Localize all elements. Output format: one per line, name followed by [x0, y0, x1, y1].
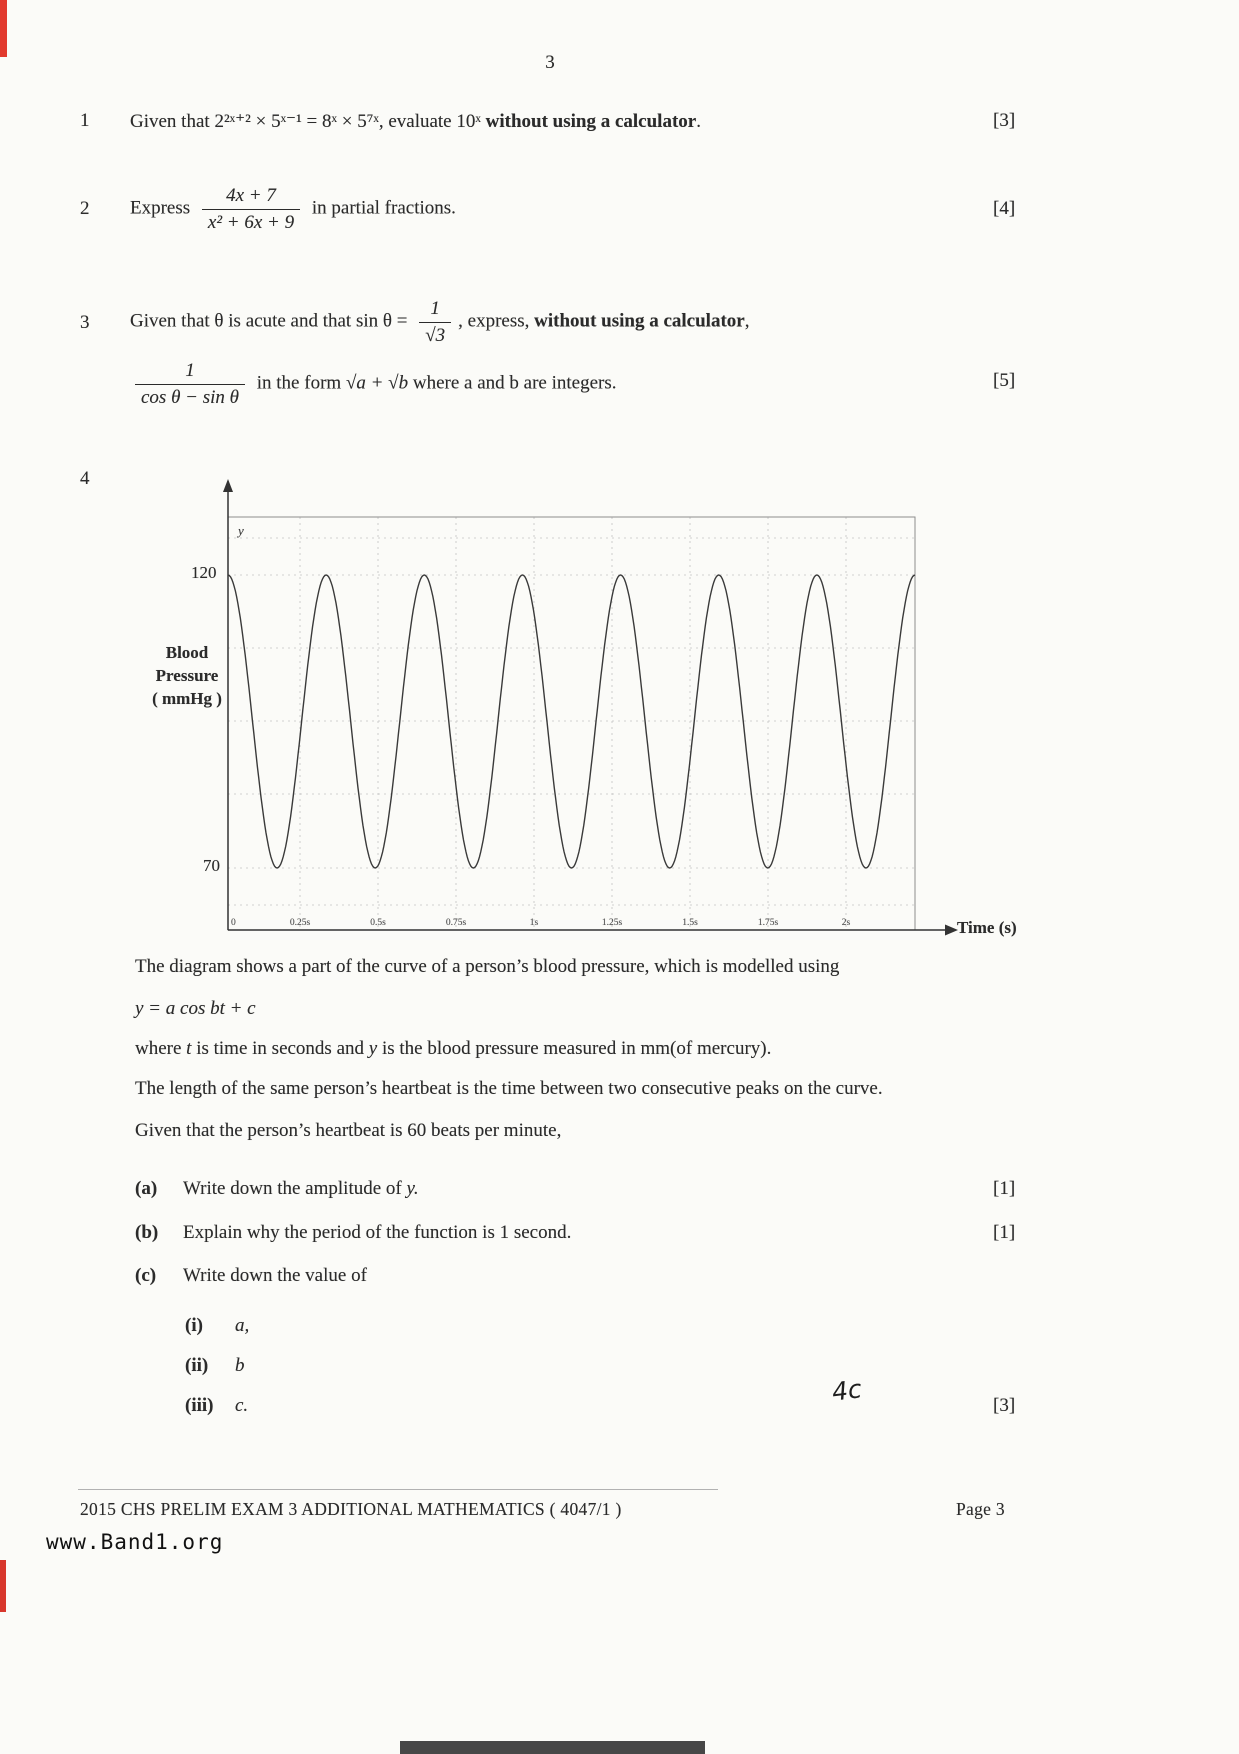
q3-number: 3: [80, 312, 90, 333]
x-tick-0: 0.25s: [289, 918, 311, 928]
handwritten-annotation: 4c: [830, 1374, 864, 1407]
q4-para3: The length of the same person’s heartbeat is the time between two consecutive peaks on the curve.: [135, 1078, 883, 1099]
x-tick-labels: [290, 918, 851, 928]
q3-line1-end: ,: [744, 310, 750, 332]
q4-para2-s2: is time in seconds and: [191, 1038, 369, 1059]
q3-line2-end: where a and b are integers.: [412, 372, 617, 394]
x-tick-7: 2s: [841, 918, 851, 928]
q3-line2-mid: in the form: [256, 372, 342, 394]
origin-label: 0: [231, 918, 236, 928]
footer-page: Page 3: [956, 1499, 1005, 1519]
blood-pressure-chart: [205, 478, 1015, 963]
q2-fraction-denominator: x² + 6x + 9: [207, 211, 295, 233]
x-tick-3: 1s: [529, 918, 539, 928]
q1-end: .: [696, 111, 701, 132]
scan-artifact-bar: [400, 1741, 705, 1754]
q3-surd-form: √a + √b: [345, 372, 409, 394]
q1-number: 1: [80, 110, 90, 131]
q3-fraction2: [135, 360, 245, 409]
x-tick-2: 0.75s: [445, 918, 467, 928]
q4a-label: (a): [135, 1178, 158, 1199]
y-axis-arrow-icon: [223, 479, 233, 492]
q4-para2-s3: y: [368, 1038, 378, 1059]
q4c-i-label: (i): [185, 1315, 203, 1336]
x-tick-6: 1.75s: [757, 918, 779, 928]
q1-before: Given that: [130, 111, 210, 132]
q4a-text-body: Write down the amplitude of: [183, 1178, 407, 1199]
q4-para2-s0: where: [135, 1038, 187, 1059]
scan-artifact-red-bottom: [0, 1560, 6, 1612]
q3-fraction1-denominator: √3: [425, 324, 446, 346]
q1-bold: without using a calculator: [480, 111, 697, 132]
q3-fraction2-denominator: cos θ − sin θ: [141, 386, 239, 408]
q2-fraction-numerator: 4x + 7: [202, 185, 300, 210]
q3-fraction2-numerator: 1: [135, 360, 245, 385]
q3-line1: [130, 298, 980, 347]
q4c-ii-var: b: [235, 1355, 245, 1376]
q4-number: 4: [80, 468, 90, 489]
q4-para2: [135, 1038, 1095, 1060]
watermark-url: www.Band1.org: [46, 1530, 224, 1554]
y-var-label: y: [238, 523, 244, 538]
q4c-label: (c): [135, 1265, 157, 1286]
q3-line2: [135, 360, 985, 409]
q3-line1-bold: without using a calculator: [529, 310, 745, 332]
q1-marks: [3]: [993, 110, 1016, 131]
q4b-text: Explain why the period of the function is 1 second.: [183, 1222, 572, 1243]
q1-equation: 2²ˣ⁺² × 5ˣ⁻¹ = 8ˣ × 5⁷ˣ: [214, 111, 379, 132]
q2-number: 2: [80, 198, 90, 219]
q4-para4: Given that the person’s heartbeat is 60 beats per minute,: [135, 1120, 562, 1141]
q4c-ii-label: (ii): [185, 1355, 209, 1376]
y-tick-70: 70: [203, 856, 220, 875]
q1-text: [130, 110, 980, 133]
footer-rule: [78, 1489, 718, 1490]
q3-fraction1-numerator: 1: [419, 298, 451, 323]
q3-marks: [5]: [993, 370, 1016, 391]
footer-left: 2015 CHS PRELIM EXAM 3 ADDITIONAL MATHEMATICS ( 4047/1 ): [80, 1499, 622, 1519]
q4-para2-s4: is the blood pressure measured in mm(of mercury).: [377, 1038, 772, 1059]
q4a-var: y.: [406, 1178, 419, 1199]
q4c-iii-var: c.: [235, 1395, 249, 1416]
q2-after: in partial fractions.: [311, 197, 456, 219]
page-number: 3: [545, 52, 555, 73]
q4-model-equation: y = a cos bt + c: [135, 998, 256, 1019]
q2-fraction: [202, 185, 300, 234]
x-tick-5: 1.5s: [682, 918, 698, 928]
q4a-text: [183, 1178, 419, 1200]
q2-text: [130, 185, 980, 234]
q4c-marks: [3]: [993, 1395, 1016, 1416]
x-tick-4: 1.25s: [601, 918, 623, 928]
q4c-iii-label: (iii): [185, 1395, 214, 1416]
q4b-label: (b): [135, 1222, 159, 1243]
x-tick-1: 0.5s: [370, 918, 386, 928]
x-axis-title: Time (s): [957, 918, 1017, 937]
q4b-marks: [1]: [993, 1222, 1016, 1243]
q4-para2-s1: t: [186, 1038, 192, 1059]
q1-mid: , evaluate 10ˣ: [378, 111, 481, 132]
q3-line1-before: Given that θ is acute and that sin θ =: [130, 310, 408, 332]
y-axis-title-line2: Pressure: [155, 666, 219, 685]
q4c-i-var: a,: [235, 1315, 250, 1336]
y-axis-title: [143, 641, 231, 710]
q3-line1-mid: , express,: [458, 310, 530, 332]
bp-curve: [228, 575, 915, 868]
y-axis-title-line3: ( mmHg ): [152, 689, 222, 708]
y-axis-title-line1: Blood: [165, 643, 209, 662]
q4c-text: Write down the value of: [183, 1265, 367, 1286]
q2-marks: [4]: [993, 198, 1016, 219]
q2-verb: Express: [130, 197, 191, 219]
scan-artifact-red-top: [0, 0, 7, 57]
q4a-marks: [1]: [993, 1178, 1016, 1199]
y-tick-120: 120: [191, 563, 217, 582]
q4-para1: The diagram shows a part of the curve of a person’s blood pressure, which is modelled using: [135, 956, 840, 977]
q3-fraction1: [419, 298, 451, 347]
